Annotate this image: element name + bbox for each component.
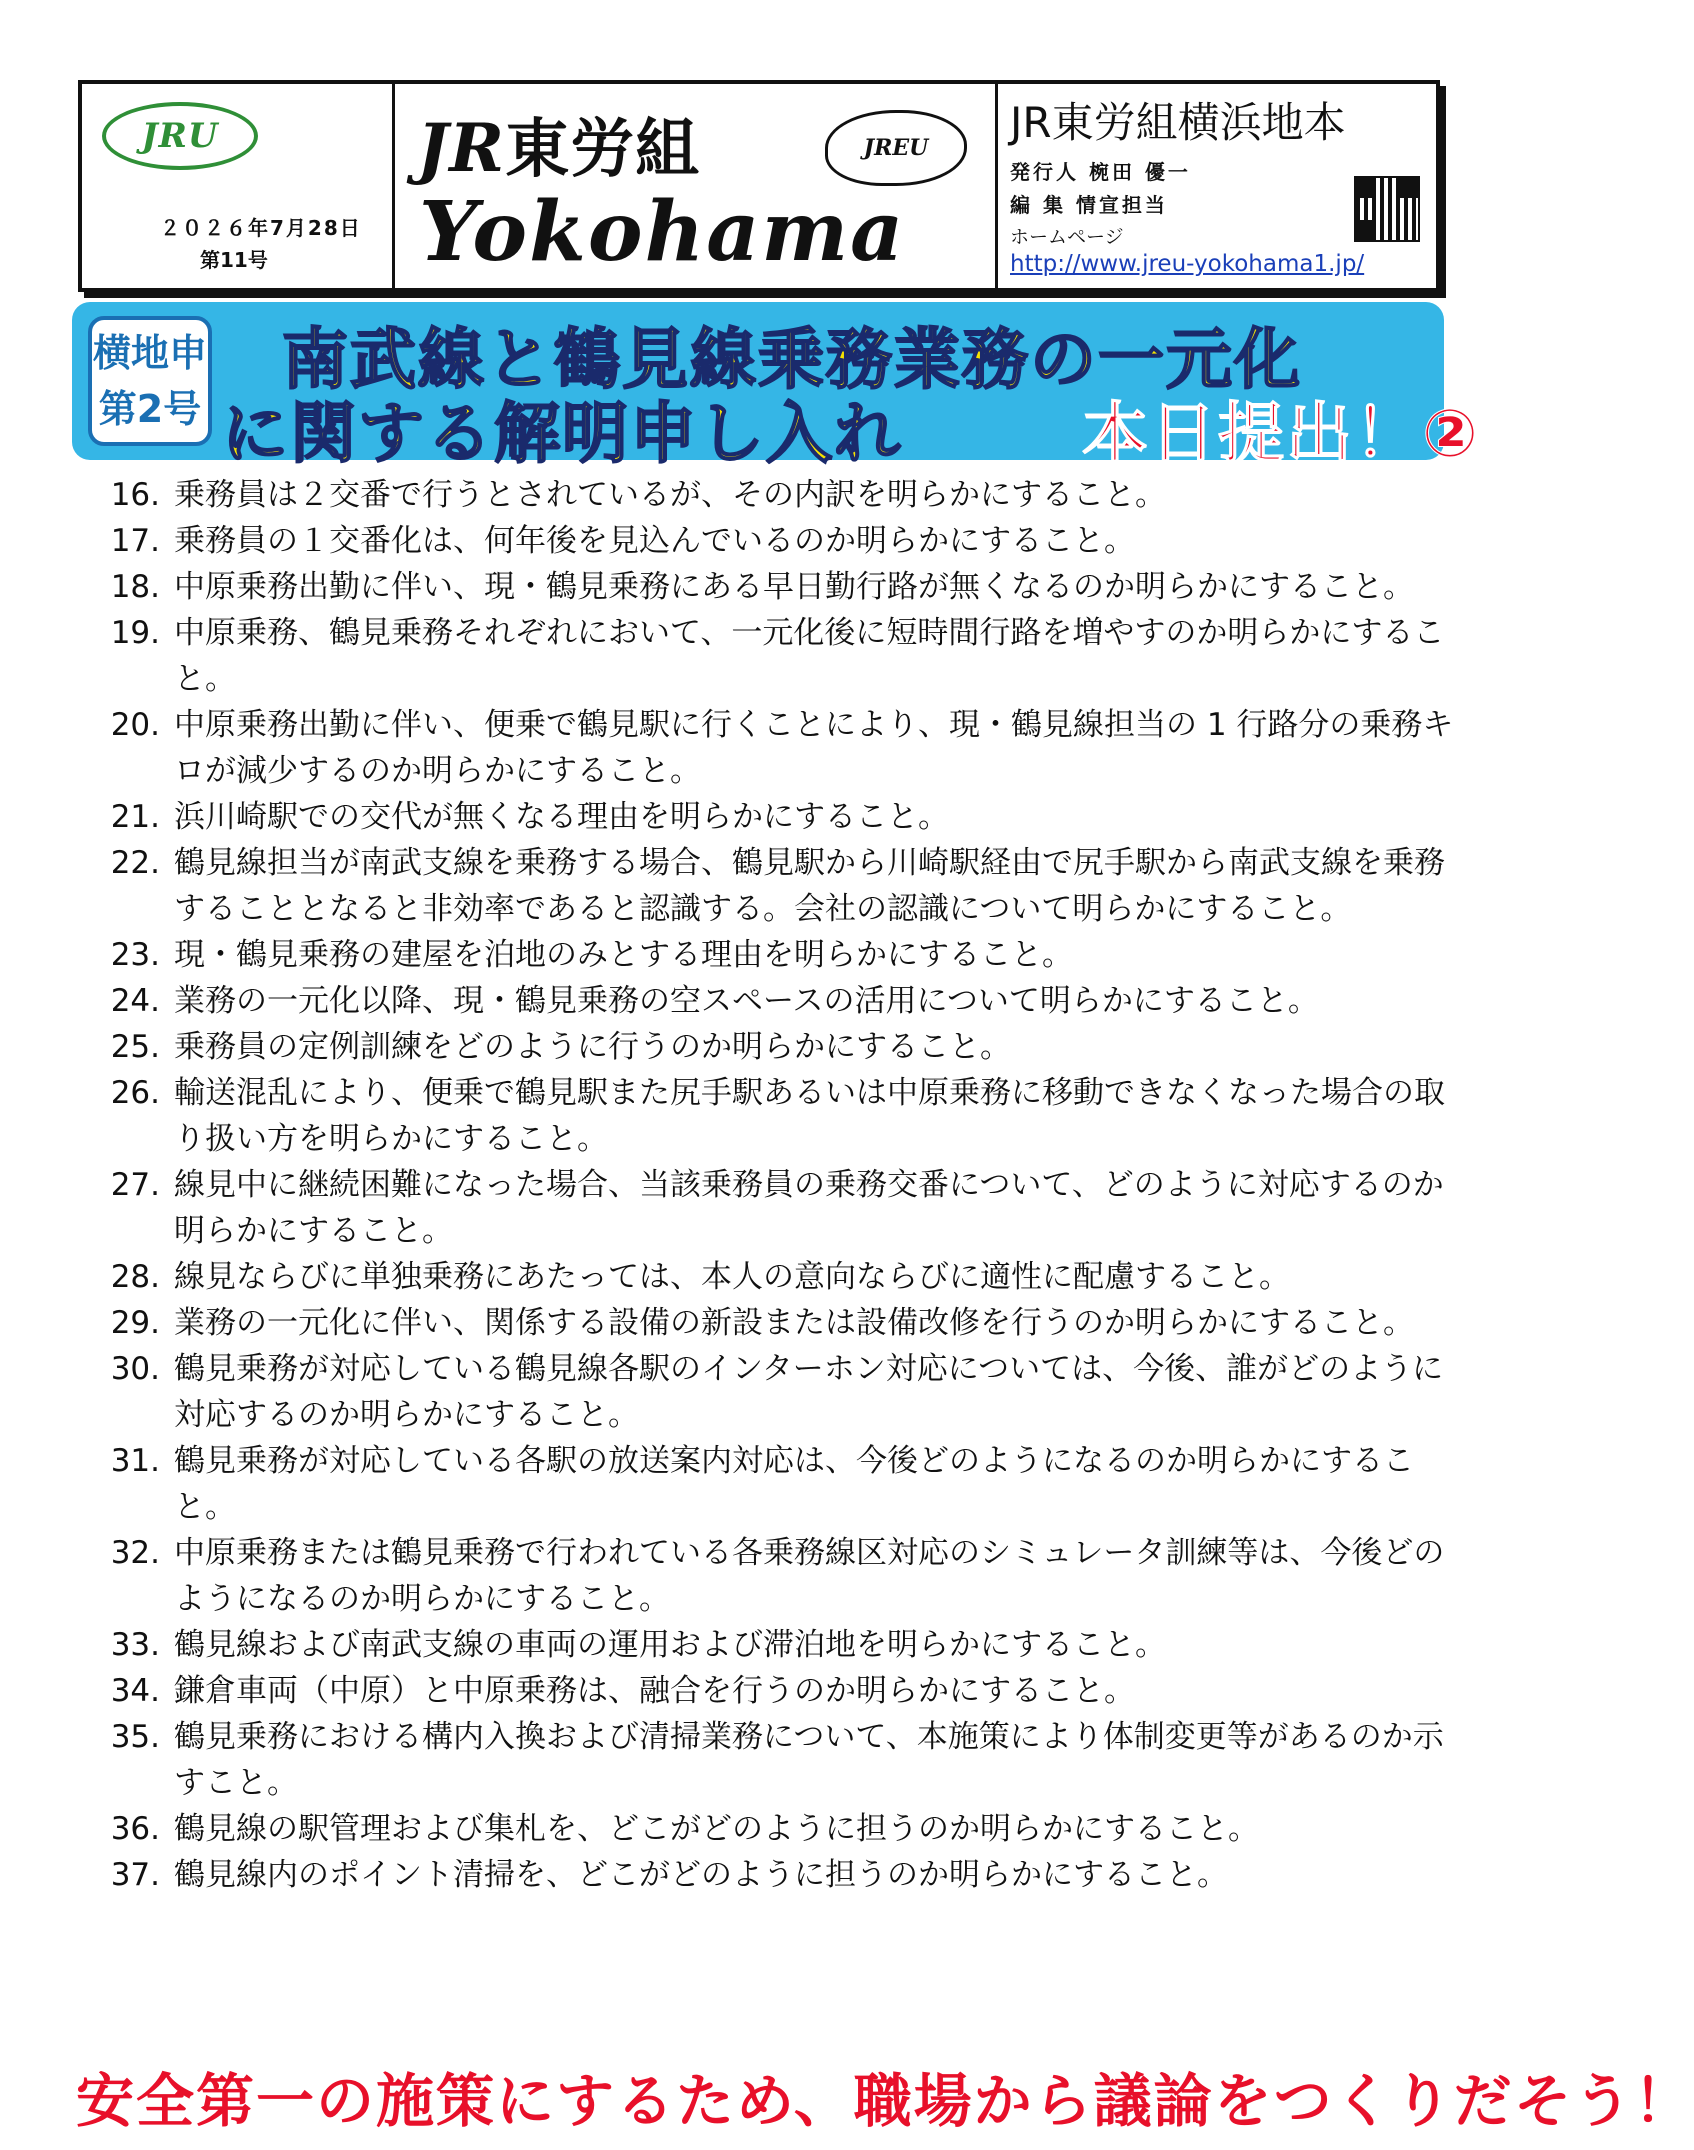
masthead-title-panel bbox=[395, 84, 998, 288]
newsletter-title bbox=[417, 98, 700, 190]
item-text: 現・鶴見乗務の建屋を泊地のみとする理由を明らかにすること。 bbox=[174, 937, 1073, 973]
item-text: 線見中に継続困難になった場合、当該乗務員の乗務交番について、どのように対応するのか明らかにすること。 bbox=[174, 1167, 1444, 1249]
item-number: 34. bbox=[110, 1673, 160, 1709]
item-number: 26. bbox=[110, 1075, 160, 1111]
request-badge bbox=[88, 316, 212, 446]
list-item bbox=[72, 1438, 1492, 1530]
item-text: 鶴見線の駅管理および集札を、どこがどのように担うのか明らかにすること。 bbox=[174, 1811, 1259, 1847]
list-item bbox=[72, 932, 1492, 978]
item-number: 23. bbox=[110, 937, 160, 973]
item-text: 線見ならびに単独乗務にあたっては、本人の意向ならびに適性に配慮すること。 bbox=[174, 1259, 1290, 1295]
item-number: 25. bbox=[110, 1029, 160, 1065]
list-item bbox=[72, 840, 1492, 932]
item-text: 中原乗務出勤に伴い、便乗で鶴見駅に行くことにより、現・鶴見線担当の 1 行路分の乗務キロが減少するのか明らかにすること。 bbox=[174, 707, 1454, 789]
item-number: 32. bbox=[110, 1535, 160, 1571]
list-item bbox=[72, 978, 1492, 1024]
list-item bbox=[72, 1024, 1492, 1070]
request-items-list bbox=[72, 472, 1492, 1898]
item-number: 16. bbox=[110, 477, 160, 513]
list-item bbox=[72, 794, 1492, 840]
list-item bbox=[72, 1852, 1492, 1898]
issue-date: ２０２６年7月28日 bbox=[160, 216, 362, 240]
list-item bbox=[72, 702, 1492, 794]
list-item bbox=[72, 1806, 1492, 1852]
item-text: 鶴見乗務が対応している鶴見線各駅のインターホン対応については、今後、誰がどのように対応するのか明らかにすること。 bbox=[174, 1351, 1444, 1433]
list-item bbox=[72, 1714, 1492, 1806]
newsletter-title-en: Yokohama bbox=[419, 184, 906, 280]
item-text: 輸送混乱により、便乗で鶴見駅また尻手駅あるいは中原乗務に移動できなくなった場合の取り扱い方を明らかにすること。 bbox=[174, 1075, 1445, 1157]
list-item bbox=[72, 1530, 1492, 1622]
list-item bbox=[72, 564, 1492, 610]
jru-logo: JRU bbox=[102, 102, 258, 170]
item-number: 22. bbox=[110, 845, 160, 881]
item-number: 37. bbox=[110, 1857, 160, 1893]
list-item bbox=[72, 1070, 1492, 1162]
badge-line1: 横地申 bbox=[92, 331, 207, 375]
list-item bbox=[72, 1300, 1492, 1346]
headline-submitted: 本日提出！② bbox=[1082, 395, 1480, 472]
item-number: 29. bbox=[110, 1305, 160, 1341]
item-text: 乗務員の１交番化は、何年後を見込んでいるのか明らかにすること。 bbox=[174, 523, 1135, 559]
item-number: 18. bbox=[110, 569, 160, 605]
item-number: 24. bbox=[110, 983, 160, 1019]
footer-slogan: 安全第一の施策にするため、職場から議論をつくりだそう！ bbox=[76, 2067, 1694, 2135]
item-number: 17. bbox=[110, 523, 160, 559]
item-number: 20. bbox=[110, 707, 160, 743]
list-item bbox=[72, 1622, 1492, 1668]
list-item bbox=[72, 518, 1492, 564]
badge-line2: 第2号 bbox=[98, 387, 202, 431]
item-number: 30. bbox=[110, 1351, 160, 1387]
item-text: 乗務員の定例訓練をどのように行うのか明らかにすること。 bbox=[174, 1029, 1011, 1065]
item-number: 35. bbox=[110, 1719, 160, 1755]
item-text: 鶴見線内のポイント清掃を、どこがどのように担うのか明らかにすること。 bbox=[174, 1857, 1228, 1893]
jreu-logo: JREU bbox=[825, 110, 967, 186]
headline-line2: に関する解明申し入れ bbox=[222, 395, 902, 472]
list-item bbox=[72, 1162, 1492, 1254]
masthead-publisher-panel bbox=[998, 84, 1436, 288]
item-text: 鶴見線および南武支線の車両の運用および滞泊地を明らかにすること。 bbox=[174, 1627, 1166, 1663]
item-text: 鶴見線担当が南武支線を乗務する場合、鶴見駅から川崎駅経由で尻手駅から南武支線を乗務することとなると非効率であると認識する。会社の認識について明らかにすること。 bbox=[174, 845, 1445, 927]
list-item bbox=[72, 610, 1492, 702]
newsletter-title-jr: JR bbox=[417, 109, 506, 187]
item-text: 乗務員は２交番で行うとされているが、その内訳を明らかにすること。 bbox=[174, 477, 1166, 513]
item-text: 中原乗務、鶴見乗務それぞれにおいて、一元化後に短時間行路を増やすのか明らかにすること。 bbox=[174, 615, 1445, 697]
masthead-issue-panel bbox=[82, 84, 395, 288]
item-text: 中原乗務出勤に伴い、現・鶴見乗務にある早日勤行路が無くなるのか明らかにすること。 bbox=[174, 569, 1414, 605]
item-text: 鶴見乗務における構内入換および清掃業務について、本施策により体制変更等があるのか示すこと。 bbox=[174, 1719, 1444, 1801]
list-item bbox=[72, 472, 1492, 518]
homepage-label: ホームページ bbox=[1010, 226, 1124, 248]
masthead bbox=[78, 80, 1440, 292]
headline-line1: 南武線と鶴見線乗務業務の一元化 bbox=[282, 321, 1302, 398]
item-number: 31. bbox=[110, 1443, 160, 1479]
editor: 編 集 情宣担当 bbox=[1010, 193, 1168, 217]
item-text: 業務の一元化に伴い、関係する設備の新設または設備改修を行うのか明らかにすること。 bbox=[174, 1305, 1414, 1341]
item-number: 33. bbox=[110, 1627, 160, 1663]
newsletter-title-jp: 東労組 bbox=[505, 113, 701, 187]
list-item bbox=[72, 1668, 1492, 1714]
item-text: 浜川崎駅での交代が無くなる理由を明らかにすること。 bbox=[174, 799, 949, 835]
item-text: 業務の一元化以降、現・鶴見乗務の空スペースの活用について明らかにすること。 bbox=[174, 983, 1319, 1019]
publisher: 発行人 椀田 優一 bbox=[1010, 160, 1191, 184]
item-number: 19. bbox=[110, 615, 160, 651]
item-number: 28. bbox=[110, 1259, 160, 1295]
item-number: 36. bbox=[110, 1811, 160, 1847]
list-item bbox=[72, 1346, 1492, 1438]
item-text: 鎌倉車両（中原）と中原乗務は、融合を行うのか明らかにすること。 bbox=[174, 1673, 1135, 1709]
issue-number: 第11号 bbox=[200, 248, 268, 272]
item-number: 27. bbox=[110, 1167, 160, 1203]
list-item bbox=[72, 1254, 1492, 1300]
item-text: 中原乗務または鶴見乗務で行われている各乗務線区対応のシミュレータ訓練等は、今後どのようになるのか明らかにすること。 bbox=[174, 1535, 1445, 1617]
item-text: 鶴見乗務が対応している各駅の放送案内対応は、今後どのようになるのか明らかにすること。 bbox=[174, 1443, 1414, 1525]
headline-banner bbox=[72, 302, 1480, 472]
organization-name: JR東労組横浜地本 bbox=[1010, 98, 1346, 147]
homepage-link[interactable]: http://www.jreu-yokohama1.jp/ bbox=[1010, 251, 1365, 277]
qr-code-icon bbox=[1354, 176, 1420, 242]
item-number: 21. bbox=[110, 799, 160, 835]
